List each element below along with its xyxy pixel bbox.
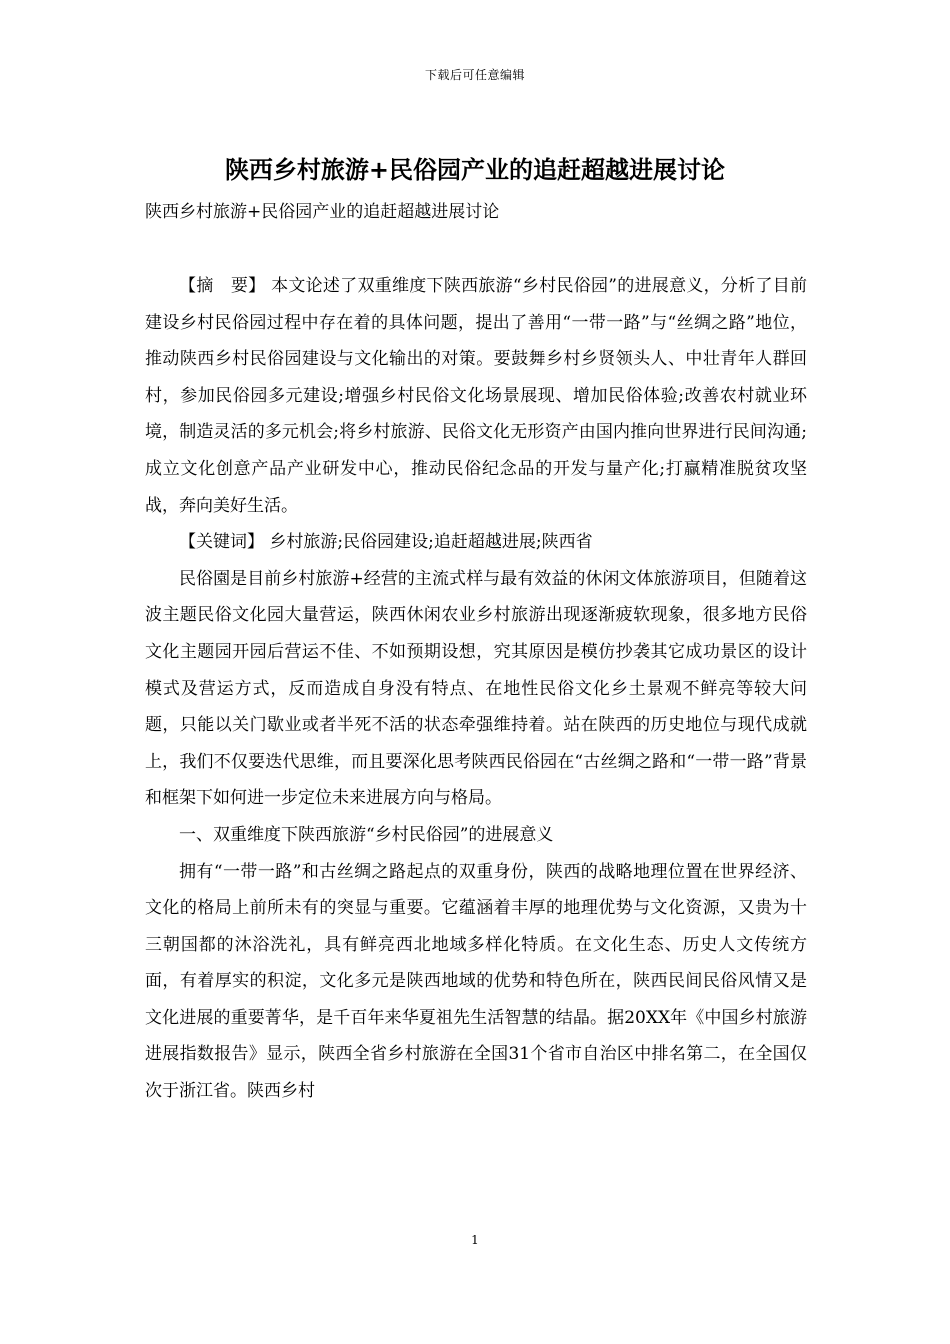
header-note: 下载后可任意编辑 [424, 68, 525, 82]
keywords-label: 【关键词】 [179, 532, 264, 553]
page-number: 1 [471, 1233, 479, 1247]
intro-paragraph: 民俗園是目前乡村旅游+经营的主流式样与最有效益的休闲文体旅游项目，但随着这波主题民俗文化园大量营运，陕西休闲农业乡村旅游出现逐渐疲软现象，很多地方民俗文化主题园开园后营运不佳、不如预期设想，究其原因是模仿抄袭其它成功景区的设计模式及营运方式，反而造成自身没有特点、在地性民俗文化乡土景观不鲜亮等较大问题，只能以关门歇业或者半死不活的状态牵强维持着。站在陕西的历史地位与现代成就上，我们不仅要迭代思维，而且要深化思考陕西民俗园在“古丝绸之路和“一带一路”背景和框架下如何进一步定位未来进展方向与格局。 [145, 568, 807, 809]
document-title: 陕西乡村旅游+民俗园产业的追赶超越进展讨论 [224, 156, 726, 184]
document-subtitle: 陕西乡村旅游+民俗园产业的追赶超越进展讨论 [145, 202, 500, 222]
keywords-text: 乡村旅游;民俗园建设;追赶超越进展;陕西省 [264, 532, 593, 553]
section-paragraph: 拥有“一带一路”和古丝绸之路起点的双重身份，陕西的战略地理位置在世界经济、文化的格局上前所未有的突显与重要。它蕴涵着丰厚的地理优势与文化资源，又贵为十三朝国都的沐浴洗礼，具有鲜亮西北地域多样化特质。在文化生态、历史人文传统方面，有着厚实的积淀，文化多元是陕西地域的优势和特色所在，陕西民间民俗风情又是文化进展的重要菁华，是千百年来华夏祖先生活智慧的结晶。据20XX年《中国乡村旅游进展指数报告》显示，陕西全省乡村旅游在全国31个省市自治区中排名第二，在全国仅次于浙江省。陕西乡村 [145, 861, 807, 1102]
abstract-paragraph [145, 268, 807, 524]
section-heading: 一、双重维度下陕西旅游“乡村民俗园”的进展意义 [179, 824, 554, 845]
document-body [145, 268, 807, 1110]
abstract-text: 本文论述了双重维度下陕西旅游“乡村民俗园”的进展意义，分析了目前建设乡村民俗园过程中存在着的具体问题，提出了善用“一带一路”与“丝绸之路”地位，推动陕西乡村民俗园建设与文化输出的对策。要鼓舞乡村乡贤领头人、中壮青年人群回村，参加民俗园多元建设;增强乡村民俗文化场景展现、增加民俗体验;改善农村就业环境，制造灵活的多元机会;将乡村旅游、民俗文化无形资产由国内推向世界进行民间沟通;成立文化创意产品产业研发中心，推动民俗纪念品的开发与量产化;打赢精准脱贫攻坚战，奔向美好生活。 [145, 276, 807, 516]
abstract-label: 【摘 要】 [179, 276, 266, 296]
keywords-paragraph [145, 524, 807, 561]
